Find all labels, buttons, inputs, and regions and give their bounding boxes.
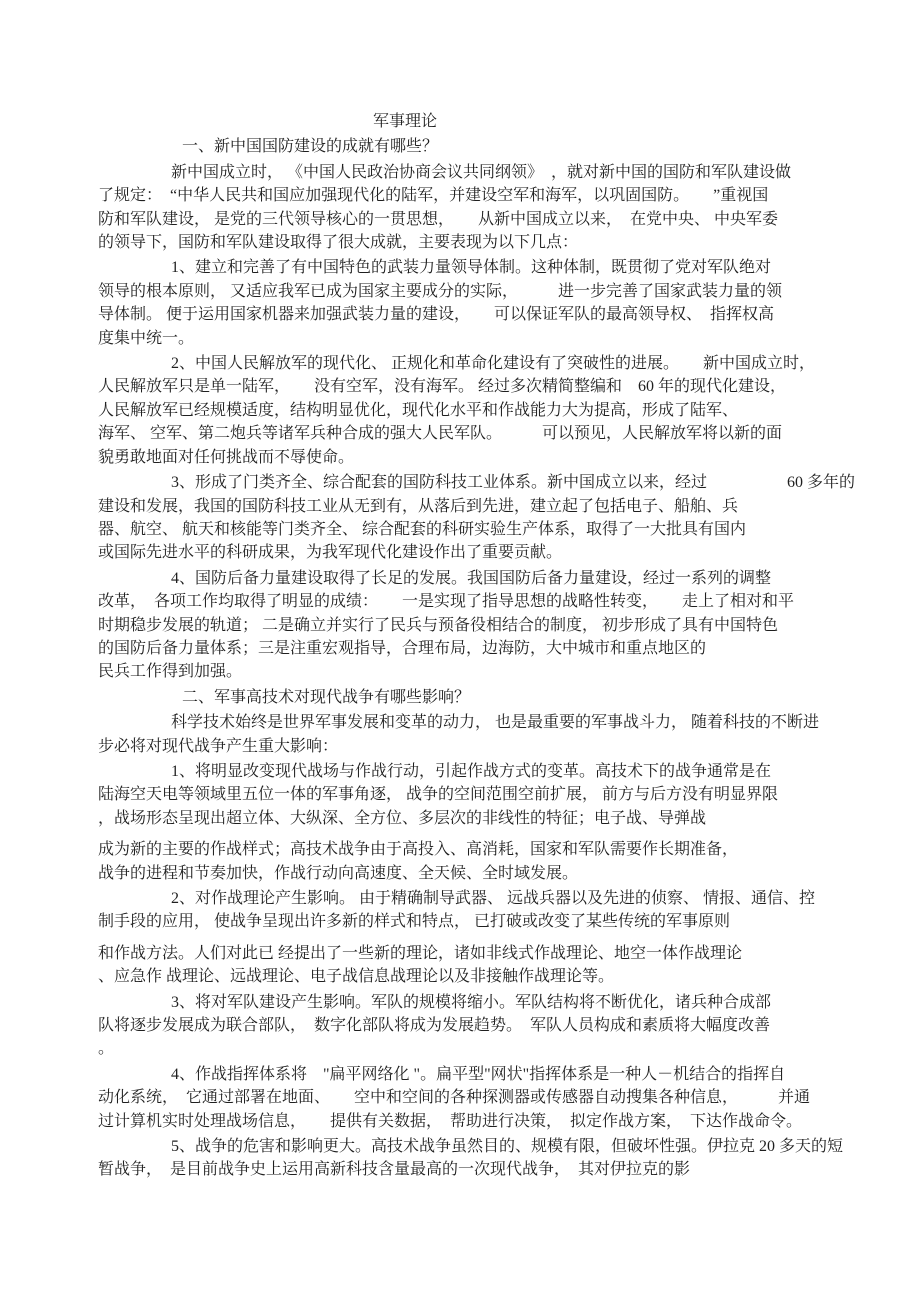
text-line: 防和军队建设， 是党的三代领导核心的一贯思想， 从新中国成立以来， 在党中央、 中央军委 xyxy=(98,210,779,228)
text-line: 和作战方法。人们对此已 经提出了一些新的理论，诸如非线式作战理论、地空一体作战理论 xyxy=(98,944,743,962)
text-line: 了规定： “中华人民共和国应加强现代化的陆军，并建设空军和海军，以巩固国防。 ”重视国 xyxy=(98,187,769,205)
text-line: 2、对作战理论产生影响。 由于精确制导武器、 远战兵器以及先进的侦察、 情报、通信、控 xyxy=(171,890,816,907)
text-line: 建设和发展，我国的国防科技工业从无到有，从落后到先进，建立起了包括电子、船舶、兵 xyxy=(98,497,739,515)
text-line: 2、中国人民解放军的现代化、 正规化和革命化建设有了突破性的进展。 新中国成立时， xyxy=(171,355,816,373)
text-line: 导体制。 便于运用国家机器来加强武装力量的建设， 可以保证军队的最高领导权、 指挥权高 xyxy=(98,306,775,324)
text-line: 过计算机实时处理战场信息， 提供有关数据， 帮助进行决策， 拟定作战方案， 下达作战命令。 xyxy=(98,1112,803,1130)
text-line: 科学技术始终是世界军事发展和变革的动力， 也是最重要的军事战斗力， 随着科技的不断进 xyxy=(171,714,820,732)
text-line: 民兵工作得到加强。 xyxy=(98,663,243,681)
document-text xyxy=(98,110,856,1182)
text-line: 或国际先进水平的科研成果，为我军现代化建设作出了重要贡献。 xyxy=(98,544,563,562)
text-line: 暂战争， 是目前战争史上运用高新科技含量最高的一次现代战争， 其对伊拉克的影 xyxy=(98,1161,691,1179)
text-line: ，战场形态呈现出超立体、大纵深、全方位、多层次的非线性的特征；电子战、导弹战 xyxy=(98,809,707,827)
text-line: 4、国防后备力量建设取得了长足的发展。我国国防后备力量建设，经过一系列的调整 xyxy=(171,569,772,587)
text-line: 制手段的应用， 使战争呈现出许多新的样式和特点， 已打破或改变了某些传统的军事原则 xyxy=(98,913,731,931)
text-line: 步必将对现代战争产生重大影响： xyxy=(98,737,339,755)
text-line: 成为新的主要的作战样式；高技术战争由于高投入、高消耗，国家和军队需要作长期准备， xyxy=(98,841,739,859)
text-line: 队将逐步发展成为联合部队， 数字化部队将成为发展趋势。 军队人员构成和素质将大幅度改善 xyxy=(98,1017,771,1035)
text-line: 战争的进程和节奏加快，作战行动向高速度、全天候、全时域发展。 xyxy=(98,864,579,882)
text-line: 时期稳步发展的轨道； 二是确立并实行了民兵与预备役相结合的制度， 初步形成了具有中国特色 xyxy=(98,616,779,634)
text-line: 1、建立和完善了有中国特色的武装力量领导体制。这种体制，既贯彻了党对军队绝对 xyxy=(171,259,772,277)
text-line: 5、战争的危害和影响更大。高技术战争虽然目的、规模有限，但破坏性强。伊拉克 20 多天的短 xyxy=(171,1138,844,1156)
text-line: 、应急作 战理论、远战理论、电子战信息战理论以及非接触作战理论等。 xyxy=(98,968,615,986)
section-heading: 一、新中国国防建设的成就有哪些？ xyxy=(182,138,439,156)
text-line: 人民解放军已经规模适度，结构明显优化，现代化水平和作战能力大为提高，形成了陆军、 xyxy=(98,401,739,419)
text-line: 3、将对军队建设产生影响。军队的规模将缩小。军队结构将不断优化，诸兵种合成部 xyxy=(171,993,772,1011)
text-line: 海军、 空军、第二炮兵等诸军兵种合成的强大人民军队。 可以预见，人民解放军将以新的面 xyxy=(98,425,783,443)
text-line: 度集中统一。 xyxy=(98,329,195,347)
text-line: 的领导下，国防和军队建设取得了很大成就，主要表现为以下几点： xyxy=(98,234,579,252)
text-line: 的国防后备力量体系；三是注重宏观指导，合理布局，边海防，大中城市和重点地区的 xyxy=(98,639,707,657)
text-line: 。 xyxy=(98,1040,115,1058)
text-line: 改革， 各项工作均取得了明显的成绩： 一是实现了指导思想的战略性转变， 走上了相对和平 xyxy=(98,593,795,611)
text-line: 4、作战指挥体系将 "扁平网络化 "。扁平型"网状"指挥体系是一种人－机结合的指挥自 xyxy=(171,1065,786,1083)
text-line: 新中国成立时， 《中国人民政治协商会议共同纲领》 ，就对新中国的国防和军队建设做 xyxy=(171,163,792,181)
text-line: 1、将明显改变现代战场与作战行动，引起作战方式的变革。高技术下的战争通常是在 xyxy=(171,762,772,780)
text-line: 貌勇敢地面对任何挑战而不辱使命。 xyxy=(98,448,355,466)
section-heading: 二、军事高技术对现代战争有哪些影响？ xyxy=(182,688,471,706)
text-line: 陆海空天电等领域里五位一体的军事角逐， 战争的空间范围空前扩展， 前方与后方没有明显界限 xyxy=(98,786,779,804)
text-line: 领导的根本原则， 又适应我军已成为国家主要成分的实际， 进一步完善了国家武装力量的领 xyxy=(98,282,783,300)
text-line: 3、形成了门类齐全、综合配套的国防科技工业体系。新中国成立以来，经过 60 多年的 xyxy=(171,474,856,492)
document-title: 军事理论 xyxy=(373,113,438,130)
text-line: 动化系统， 它通过部署在地面、 空中和空间的各种探测器或传感器自动搜集各种信息， 并通 xyxy=(98,1089,811,1107)
text-line: 人民解放军只是单一陆军， 没有空军，没有海军。 经过多次精简整编和 60 年的现代化建设， xyxy=(98,378,787,396)
text-line: 器、航空、 航天和核能等门类齐全、 综合配套的科研实验生产体系，取得了一大批具有国内 xyxy=(98,520,747,538)
